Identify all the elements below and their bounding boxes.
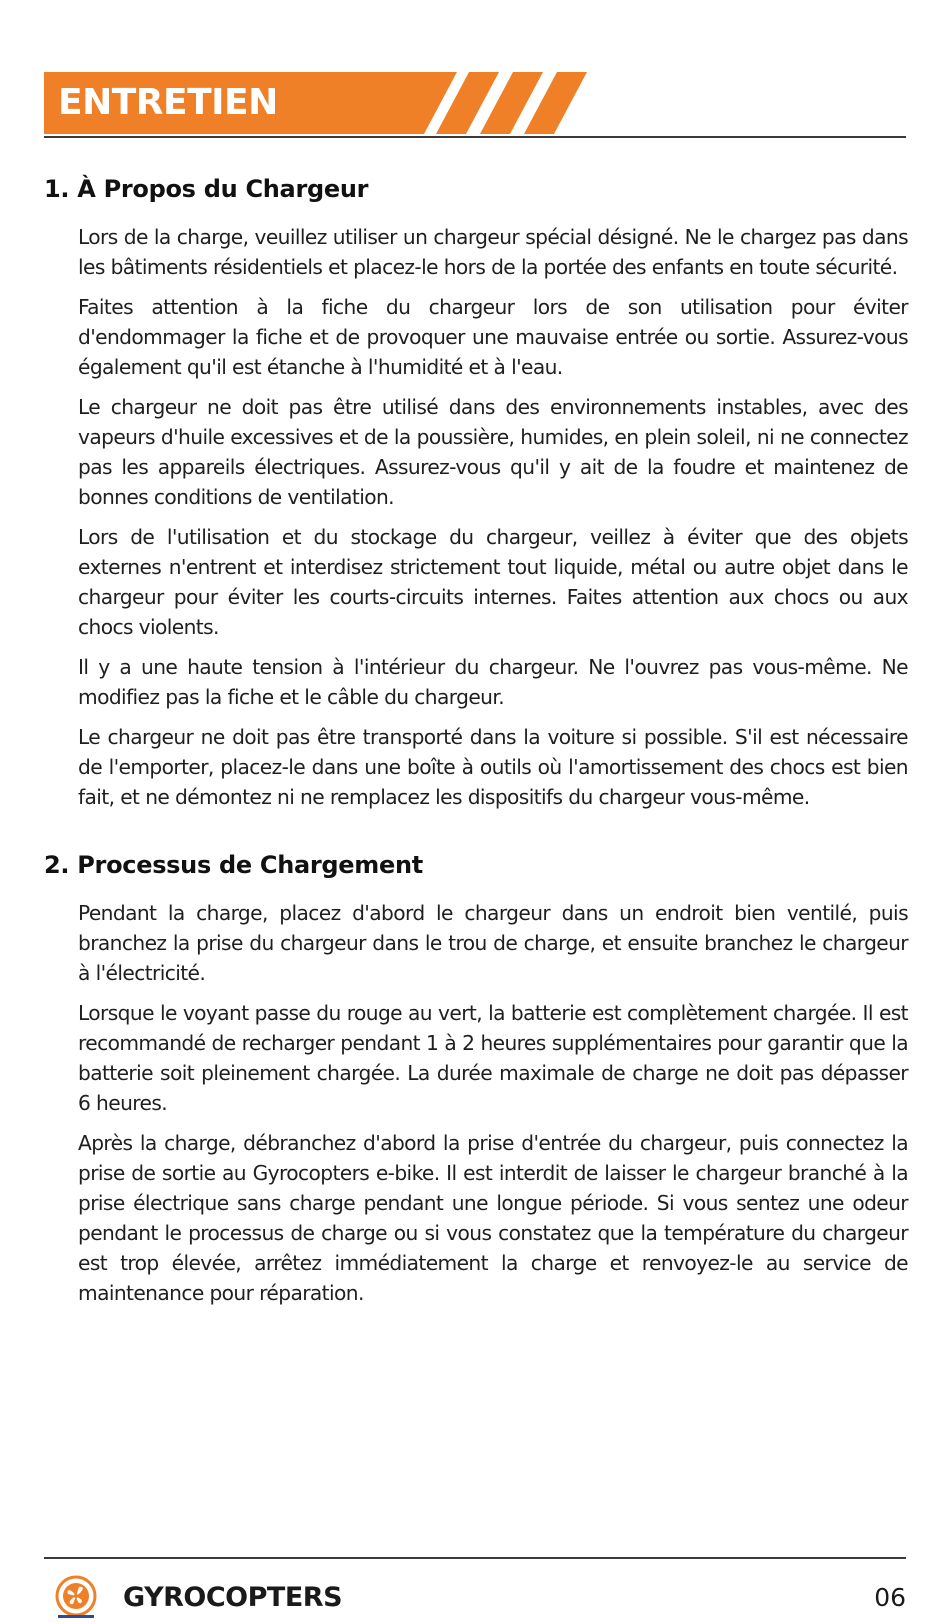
paragraph: Lors de l'utilisation et du stockage du chargeur, veillez à éviter que des objets externes n'entrent et interdisez strictement tout liquide, métal ou autre objet dans le chargeur pour éviter les courts-circuits internes. Faites attention aux chocs ou aux chocs violents. bbox=[78, 525, 908, 639]
footer-divider bbox=[44, 1557, 906, 1559]
paragraph: Le chargeur ne doit pas être utilisé dans des environnements instables, avec des vapeurs d'huile excessives et de la poussière, humides, en plein soleil, ni ne connectez pas les appareils électriques. Assurez-vous qu'il y ait de la foudre et maintenez de bonnes conditions de ventilation. bbox=[78, 395, 908, 509]
page-number: 06 bbox=[874, 1583, 906, 1612]
paragraph: Lorsque le voyant passe du rouge au vert, la batterie est complètement chargée. Il est recommandé de recharger pendant 1 à 2 heures supplémentaires pour garantir que la batterie soit pleinement chargée. La durée maximale de charge ne doit pas dépasser 6 heures. bbox=[78, 1001, 908, 1115]
gyrocopters-logo-icon bbox=[44, 1574, 112, 1620]
paragraph: Pendant la charge, placez d'abord le chargeur dans un endroit bien ventilé, puis branchez la prise du chargeur dans le trou de charge, et ensuite branchez le chargeur à l'électricité. bbox=[78, 901, 908, 985]
paragraph: Après la charge, débranchez d'abord la prise d'entrée du chargeur, puis connectez la prise de sortie au Gyrocopters e-bike. Il est interdit de laisser le chargeur branché à la prise électrique sans charge pendant une longue période. Si vous sentez une odeur pendant le processus de charge ou si vous constatez que la température du chargeur est trop élevée, arrêtez immédiatement la charge et renvoyez-le au service de maintenance pour réparation. bbox=[78, 1131, 908, 1305]
header-title-bar bbox=[44, 72, 402, 134]
paragraph: Il y a une haute tension à l'intérieur du chargeur. Ne l'ouvrez pas vous-même. Ne modifiez pas la fiche et le câble du chargeur. bbox=[78, 655, 908, 709]
page-title: ENTRETIEN bbox=[58, 82, 278, 123]
section-about-charger bbox=[44, 172, 908, 812]
header-stripes-decoration bbox=[399, 72, 604, 134]
section-charging-process bbox=[44, 848, 908, 1308]
section-heading: 1. À Propos du Chargeur bbox=[44, 175, 369, 203]
section-heading: 2. Processus de Chargement bbox=[44, 851, 423, 879]
paragraph: Lors de la charge, veuillez utiliser un chargeur spécial désigné. Ne le chargez pas dans les bâtiments résidentiels et placez-le hors de la portée des enfants en toute sécurité. bbox=[78, 225, 908, 279]
page-content bbox=[44, 172, 908, 1318]
paragraph: Le chargeur ne doit pas être transporté dans la voiture si possible. S'il est nécessaire de l'emporter, placez-le dans une boîte à outils où l'amortissement des chocs est bien fait, et ne démontez ni ne remplacez les dispositifs du chargeur vous-même. bbox=[78, 725, 908, 809]
paragraph: Faites attention à la fiche du chargeur lors de son utilisation pour éviter d'endommager la fiche et de provoquer une mauvaise entrée ou sortie. Assurez-vous également qu'il est étanche à l'humidité et à l'eau. bbox=[78, 295, 908, 379]
footer-brand: GYROCOPTERS bbox=[123, 1582, 343, 1613]
header-divider bbox=[44, 136, 906, 138]
page-header bbox=[44, 72, 906, 138]
